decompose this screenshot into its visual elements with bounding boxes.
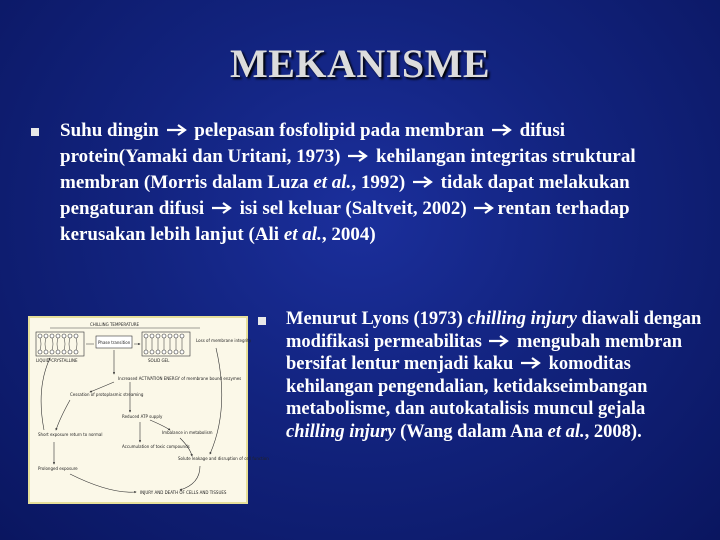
- right-arrow-icon: [211, 201, 233, 215]
- text-segment: kehilangan integritas struktural membran (Morris dalam Luza: [60, 146, 636, 193]
- slide-title: MEKANISME: [229, 41, 491, 86]
- text-segment: difusi protein(Yamaki dan Uritani, 1973): [60, 120, 565, 167]
- right-arrow-icon: [520, 356, 542, 370]
- diagram-label: Short exposure return to normal: [38, 432, 103, 437]
- diagram-label: Loss of membrane integrity: [196, 338, 252, 343]
- diagram-label: Solute leakage and disruption of cell function: [178, 456, 269, 461]
- right-arrow-icon: [347, 149, 369, 163]
- diagram-svg: [30, 318, 269, 502]
- diagram-label: LIQUID-CRYSTALLINE: [36, 358, 78, 363]
- diagram-label: Phase transition: [98, 340, 131, 345]
- bullet-marker-2: [258, 317, 266, 325]
- right-arrow-icon: [491, 123, 513, 137]
- bullet-marker-1: [31, 128, 39, 136]
- text-segment: , 2004): [321, 224, 376, 245]
- right-arrow-icon: [166, 123, 188, 137]
- text-segment: (Wang dalam Ana: [395, 421, 548, 442]
- diagram-label: CHILLING TEMPERATURE: [90, 322, 140, 327]
- text-segment-italic: et al.: [313, 172, 352, 193]
- text-segment: isi sel keluar (Saltveit, 2002): [239, 198, 467, 219]
- text-segment: , 2008).: [584, 421, 642, 442]
- diagram-label: Imbalance in metabolism: [162, 430, 213, 435]
- text-segment-italic: et al.: [547, 421, 585, 442]
- text-segment: Suhu dingin: [60, 120, 159, 141]
- diagram-label: SOLID GEL: [148, 358, 170, 363]
- bullet-text-2: [286, 308, 706, 443]
- diagram-label: Increased ACTIVATION ENERGY of membrane bound enzymes: [118, 376, 242, 381]
- text-segment: rentan terhadap kerusakan lebih lanjut (Ali: [60, 198, 630, 245]
- text-segment: pelepasan fosfolipid pada membran: [194, 120, 485, 141]
- right-arrow-icon: [412, 175, 434, 189]
- diagram-label: Prolonged exposure: [38, 466, 78, 471]
- membrane-solid-icon: [142, 332, 190, 356]
- text-segment: , 1992): [351, 172, 406, 193]
- text-segment-italic: chilling injury: [467, 309, 577, 329]
- bullet-text-1: [60, 118, 690, 248]
- diagram-label: INJURY AND DEATH OF CELLS AND TISSUES: [140, 490, 227, 495]
- chilling-injury-diagram: [28, 316, 269, 504]
- text-segment-italic: chilling injury: [286, 421, 396, 442]
- right-arrow-icon: [473, 201, 495, 215]
- text-segment: Menurut Lyons (1973): [286, 309, 468, 329]
- membrane-liquid-icon: [36, 332, 84, 356]
- text-segment-italic: et al.: [283, 224, 322, 245]
- diagram-label: Accumulation of toxic compounds: [122, 444, 190, 449]
- right-arrow-icon: [488, 334, 510, 348]
- text-segment: mengubah membran bersifat lentur menjadi kaku: [286, 331, 683, 374]
- text-segment: diawali dengan modifikasi permeabilitas: [286, 309, 702, 352]
- diagram-label: Reduced ATP supply: [122, 414, 163, 419]
- text-segment: komoditas kehilangan pengendalian, ketidakseimbangan metabolisme, dan autokatalisis muncul gejala: [286, 354, 648, 419]
- text-segment: tidak dapat melakukan pengaturan difusi: [60, 172, 630, 219]
- diagram-label: Cessation of protoplasmic streaming: [70, 392, 144, 397]
